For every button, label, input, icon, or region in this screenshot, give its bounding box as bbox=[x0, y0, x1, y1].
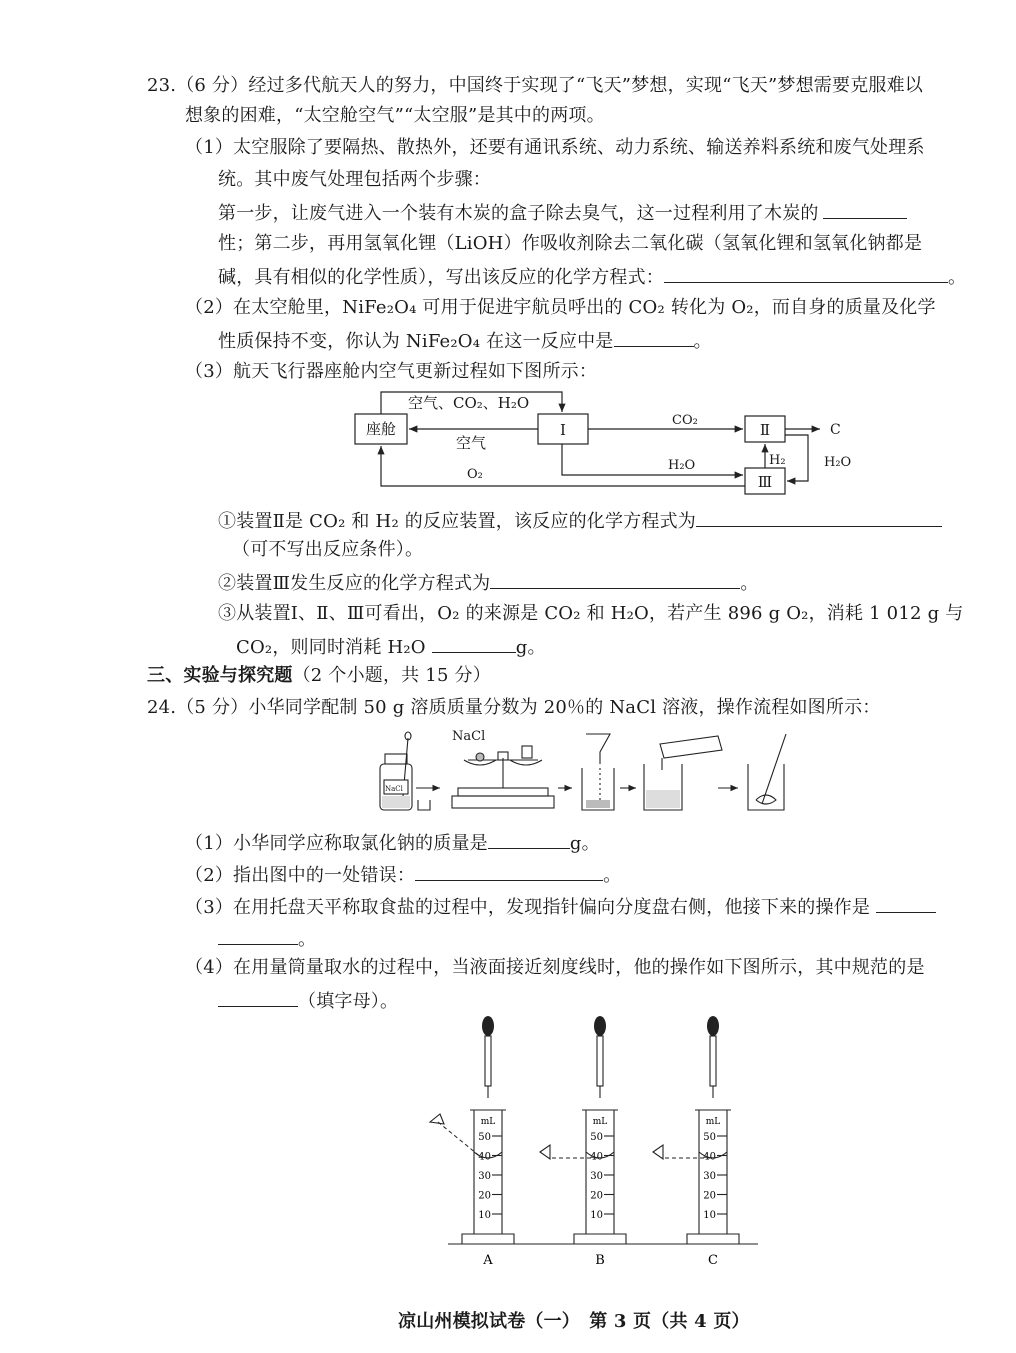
cylinder-base bbox=[574, 1234, 626, 1244]
cylinder-base bbox=[687, 1234, 739, 1244]
cylinder-unit-label: mL bbox=[480, 1117, 496, 1127]
cylinder-tick-label: 40 bbox=[703, 1151, 716, 1163]
q23-sub1-line1 bbox=[218, 508, 942, 534]
h2o-mid-flow-label: H₂O bbox=[668, 458, 696, 473]
q24-part2-text: （2）指出图中的一处错误： bbox=[185, 865, 416, 886]
device-2-label: Ⅱ bbox=[759, 421, 771, 439]
q23-part1-line2: 统。其中废气处理包括两个步骤： bbox=[218, 169, 491, 190]
cylinder-option-b bbox=[540, 1016, 626, 1268]
balance-icon bbox=[452, 746, 554, 808]
q24-stem: 24.（5 分）小华同学配制 50 g 溶质质量分数为 20％的 NaCl 溶液，操作流程如图所示： bbox=[147, 697, 881, 718]
q23-sub2-line bbox=[218, 570, 759, 596]
q23-part2-line2 bbox=[218, 328, 712, 354]
answer-blank-device2-equation[interactable] bbox=[696, 508, 942, 527]
cylinder-tick-label: 40 bbox=[478, 1151, 491, 1163]
balance-nacl-label: NaCl bbox=[452, 729, 486, 744]
q23-sub3-line2 bbox=[236, 634, 546, 660]
q24-part3-line2 bbox=[218, 926, 316, 952]
device-3-label: Ⅲ bbox=[757, 473, 773, 491]
cylinder-option-a bbox=[430, 1016, 514, 1268]
q23-sub3-text: CO₂，则同时消耗 H₂O bbox=[236, 637, 426, 658]
cylinder-tick-label: 40 bbox=[590, 1151, 603, 1163]
q23-part2-line2-end: 。 bbox=[693, 331, 712, 352]
cabin-air-diagram bbox=[350, 388, 870, 500]
eye-icon bbox=[653, 1145, 663, 1159]
eye-icon bbox=[430, 1114, 444, 1124]
q23-part2-line1: （2）在太空舱里，NiFe₂O₄ 可用于促进宇航员呼出的 CO₂ 转化为 O₂，而自身的质量及化学 bbox=[185, 297, 936, 318]
h2-flow-label: H₂ bbox=[769, 453, 786, 468]
beaker-stirring-icon bbox=[748, 734, 786, 810]
q23-part1-line3-text: 第一步，让废气进入一个装有木炭的盒子除去臭气，这一过程利用了木炭的 bbox=[218, 203, 819, 224]
option-letter-label: B bbox=[595, 1253, 605, 1268]
q23-sub2-end: 。 bbox=[740, 573, 759, 594]
answer-blank-catalyst[interactable] bbox=[614, 328, 694, 347]
q24-part1-text: （1）小华同学应称取氯化钠的质量是 bbox=[185, 833, 488, 854]
cylinder-tick-label: 10 bbox=[478, 1210, 491, 1221]
dropper-tube-icon bbox=[710, 1036, 716, 1086]
q23-part2-line2-text: 性质保持不变，你认为 NiFe₂O₄ 在这一反应中是 bbox=[218, 331, 614, 352]
q24-part2-end: 。 bbox=[603, 865, 622, 886]
device-1-label: Ⅰ bbox=[560, 421, 566, 439]
answer-blank-error[interactable] bbox=[415, 862, 603, 881]
cylinder-tick-label: 20 bbox=[703, 1190, 716, 1202]
solution-prep-flow-figure bbox=[372, 724, 812, 816]
h2o-right-flow-label: H₂O bbox=[824, 455, 852, 470]
cylinder-tick-label: 30 bbox=[703, 1171, 716, 1182]
q23-sub2-text: ②装置Ⅲ发生反应的化学方程式为 bbox=[218, 573, 491, 594]
q23-part3-line1: （3）航天飞行器座舱内空气更新过程如下图所示： bbox=[185, 361, 598, 382]
dropper-tube-icon bbox=[597, 1036, 603, 1086]
q24-part1 bbox=[185, 830, 600, 856]
cylinder-tick-label: 10 bbox=[590, 1210, 603, 1221]
cylinder-tick-label: 20 bbox=[590, 1190, 603, 1202]
q23-part1-line5-end: 。 bbox=[948, 267, 967, 288]
q23-stem-line1: 23.（6 分）经过多代航天人的努力，中国终于实现了“飞天”梦想，实现“飞天”梦想需要克服难以 bbox=[147, 75, 924, 96]
q24-part1-end: g。 bbox=[569, 833, 600, 854]
q23-part1-line1: （1）太空服除了要隔热、散热外，还要有通讯系统、动力系统、输送养料系统和废气处理系 bbox=[185, 137, 925, 158]
answer-blank-balance-op-a[interactable] bbox=[876, 894, 936, 913]
answer-blank-lioh-equation[interactable] bbox=[664, 264, 948, 283]
product-c-label: C bbox=[830, 422, 841, 438]
q24-part3-end: 。 bbox=[298, 929, 317, 950]
dropper-bulb-icon bbox=[594, 1016, 606, 1036]
q23-sub3-end: g。 bbox=[515, 637, 546, 658]
answer-blank-device3-equation[interactable] bbox=[490, 570, 740, 589]
top-flow-label: 空气、CO₂、H₂O bbox=[408, 394, 530, 412]
cylinder-tick-label: 10 bbox=[703, 1210, 716, 1221]
cylinder-tick-label: 50 bbox=[703, 1132, 716, 1143]
cylinder-unit-label: mL bbox=[705, 1117, 721, 1127]
bottle-nacl-label: NaCl bbox=[385, 785, 403, 793]
answer-blank-nacl-mass[interactable] bbox=[488, 830, 570, 849]
q23-sub3-line1: ③从装置Ⅰ、Ⅱ、Ⅲ可看出，O₂ 的来源是 CO₂ 和 H₂O，若产生 896 g O₂，消耗 1 012 g 与 bbox=[218, 603, 964, 624]
eye-icon bbox=[540, 1145, 550, 1159]
section3-heading bbox=[147, 664, 491, 688]
beaker-funnel-icon bbox=[582, 734, 614, 810]
reagent-bottle-icon bbox=[380, 732, 412, 810]
weighing-dish-icon bbox=[418, 800, 430, 810]
cylinder-tick-label: 20 bbox=[478, 1190, 491, 1202]
o2-flow-label: O₂ bbox=[467, 467, 483, 482]
q23-part1-line5-text: 碱，具有相似的化学性质），写出该反应的化学方程式： bbox=[218, 267, 664, 288]
cylinder-tick-label: 30 bbox=[478, 1171, 491, 1182]
beaker-pouring-icon bbox=[644, 736, 722, 810]
cylinder-unit-label: mL bbox=[592, 1117, 608, 1127]
cylinder-option-c bbox=[653, 1016, 739, 1268]
cylinder-tick-label: 30 bbox=[590, 1171, 603, 1182]
page-footer: 凉山州模拟试卷（一） 第 3 页（共 4 页） bbox=[398, 1311, 750, 1332]
q24-part4-end: （填字母）。 bbox=[298, 991, 399, 1012]
option-letter-label: A bbox=[483, 1253, 493, 1268]
q24-part3-line1 bbox=[185, 894, 936, 920]
air-flow-label: 空气 bbox=[456, 434, 487, 452]
dropper-tube-icon bbox=[485, 1036, 491, 1086]
q23-part1-line4: 性；第二步，再用氢氧化锂（LiOH）作吸收剂除去二氧化碳（氢氧化锂和氢氧化钠都是 bbox=[218, 233, 923, 254]
q24-part2 bbox=[185, 862, 621, 888]
cylinder-tick-label: 50 bbox=[590, 1132, 603, 1143]
q24-part3-text: （3）在用托盘天平称取食盐的过程中，发现指针偏向分度盘右侧，他接下来的操作是 bbox=[185, 897, 871, 918]
dropper-bulb-icon bbox=[707, 1016, 719, 1036]
answer-blank-balance-op-b[interactable] bbox=[218, 926, 298, 945]
q23-sub1-line2: （可不写出反应条件）。 bbox=[232, 539, 424, 560]
answer-blank-correct-option[interactable] bbox=[218, 988, 298, 1007]
q24-part4-line2 bbox=[218, 988, 398, 1014]
cylinder-base bbox=[462, 1234, 514, 1244]
dropper-bulb-icon bbox=[482, 1016, 494, 1036]
section3-note: （2 个小题，共 15 分） bbox=[292, 665, 491, 686]
graduated-cylinder-figure bbox=[418, 1012, 764, 1272]
q23-part1-line3 bbox=[218, 200, 907, 226]
answer-blank-water-mass[interactable] bbox=[432, 634, 516, 653]
co2-flow-label: CO₂ bbox=[672, 413, 698, 428]
cylinder-tick-label: 50 bbox=[478, 1132, 491, 1143]
q23-part1-line5 bbox=[218, 264, 966, 290]
q24-part4-line1: （4）在用量筒量取水的过程中，当液面接近刻度线时，他的操作如下图所示，其中规范的是 bbox=[185, 957, 925, 978]
q23-sub1-text: ①装置Ⅱ是 CO₂ 和 H₂ 的反应装置，该反应的化学方程式为 bbox=[218, 511, 696, 532]
option-letter-label: C bbox=[708, 1253, 718, 1268]
cabin-label: 座舱 bbox=[365, 420, 397, 438]
section3-title: 三、实验与探究题 bbox=[147, 665, 293, 686]
answer-blank-charcoal[interactable] bbox=[823, 200, 907, 219]
q23-stem-line2: 想象的困难，“太空舱空气”“太空服”是其中的两项。 bbox=[185, 105, 605, 126]
